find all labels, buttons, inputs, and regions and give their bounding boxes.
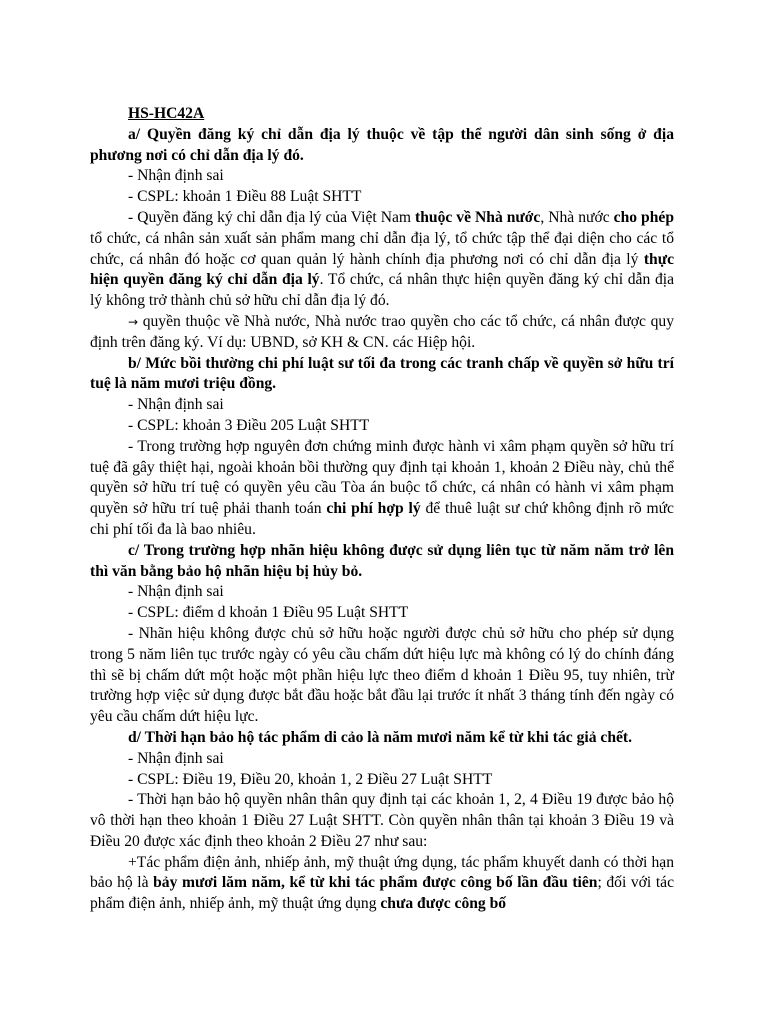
question-a: a/ Quyền đăng ký chỉ dẫn địa lý thuộc về tập thể người dân sinh sống ở địa phương nơi có chỉ dẫn địa lý đó. — [90, 125, 674, 164]
arrow-right-icon: → — [128, 314, 139, 329]
legal-basis-a: - CSPL: khoản 1 Điều 88 Luật SHTT — [128, 188, 362, 206]
verdict-d: - Nhận định sai — [128, 749, 224, 767]
legal-basis-d: - CSPL: Điều 19, Điều 20, khoản 1, 2 Điều 27 Luật SHTT — [128, 770, 493, 788]
document-body — [90, 104, 674, 915]
question-d: d/ Thời hạn bảo hộ tác phẩm di cảo là năm mươi năm kể từ khi tác giả chết. — [128, 728, 633, 746]
explanation-d-1: - Thời hạn bảo hộ quyền nhân thân quy định tại các khoản 1, 2, 4 Điều 19 được bảo hộ vô thời hạn theo khoản 1 Điều 27 Luật SHTT. Còn quyền nhân thân tại khoản 3 Điều 19 và Điều 20 được xác định theo khoản 2 Điều 27 như sau: — [90, 791, 674, 850]
explanation-c-1: - Nhãn hiệu không được chủ sở hữu hoặc người được chủ sở hữu cho phép sử dụng trong 5 năm liên tục trước ngày có yêu cầu chấm dứt hiệu lực mà không có lý do chính đáng thì sẽ bị chấm dứt một hoặc một phần hiệu lực theo điểm d khoản 1 Điều 95, tuy nhiên, trừ trường hợp việc sử dụng được bắt đầu hoặc bắt đầu lại trước ít nhất 3 tháng tính đến ngày có yêu cầu chấm dứt hiệu lực. — [90, 624, 674, 726]
legal-basis-b: - CSPL: khoản 3 Điều 205 Luật SHTT — [128, 416, 370, 434]
question-b: b/ Mức bồi thường chi phí luật sư tối đa trong các tranh chấp về quyền sở hữu trí tuệ là năm mươi triệu đồng. — [90, 354, 674, 393]
explanation-a-2: → quyền thuộc về Nhà nước, Nhà nước trao quyền cho các tổ chức, cá nhân được quy định trên đăng ký. Ví dụ: UBND, sở KH & CN. các Hiệp hội. — [90, 312, 674, 351]
document-title: HS-HC42A — [128, 105, 205, 122]
verdict-b: - Nhận định sai — [128, 396, 224, 414]
verdict-c: - Nhận định sai — [128, 583, 224, 601]
question-c: c/ Trong trường hợp nhãn hiệu không được sử dụng liên tục từ năm năm trở lên thì văn bằng bảo hộ nhãn hiệu bị hủy bỏ. — [90, 541, 674, 580]
explanation-a-1: - Quyền đăng ký chỉ dẫn địa lý của Việt Nam thuộc về Nhà nước, Nhà nước cho phép tổ chức, cá nhân sản xuất sản phẩm mang chỉ dẫn địa lý, tổ chức tập thể đại diện cho các tổ chức, cá nhân đó hoặc cơ quan quản lý hành chính địa phương nơi có chỉ dẫn địa lý thực hiện quyền đăng ký chỉ dẫn địa lý. Tổ chức, cá nhân thực hiện quyền đăng ký chỉ dẫn địa lý không trở thành chủ sở hữu chỉ dẫn địa lý đó. — [90, 208, 674, 310]
explanation-d-2: +Tác phẩm điện ảnh, nhiếp ảnh, mỹ thuật ứng dụng, tác phẩm khuyết danh có thời hạn bảo hộ là bảy mươi lăm năm, kể từ khi tác phẩm được công bố lần đầu tiên; đối với tác phẩm điện ảnh, nhiếp ảnh, mỹ thuật ứng dụng chưa được công bố — [90, 853, 674, 913]
explanation-b-1: - Trong trường hợp nguyên đơn chứng minh được hành vi xâm phạm quyền sở hữu trí tuệ đã gây thiệt hại, ngoài khoản bồi thường quy định tại khoản 1, khoản 2 Điều này, chủ thể quyền sở hữu trí tuệ có quyền yêu cầu Tòa án buộc tổ chức, cá nhân có hành vi xâm phạm quyền sở hữu trí tuệ phải thanh toán chi phí hợp lý để thuê luật sư chứ không định rõ mức chi phí tối đa là bao nhiêu. — [90, 437, 674, 538]
legal-basis-c: - CSPL: điểm d khoản 1 Điều 95 Luật SHTT — [128, 604, 409, 622]
verdict-a: - Nhận định sai — [128, 167, 224, 185]
